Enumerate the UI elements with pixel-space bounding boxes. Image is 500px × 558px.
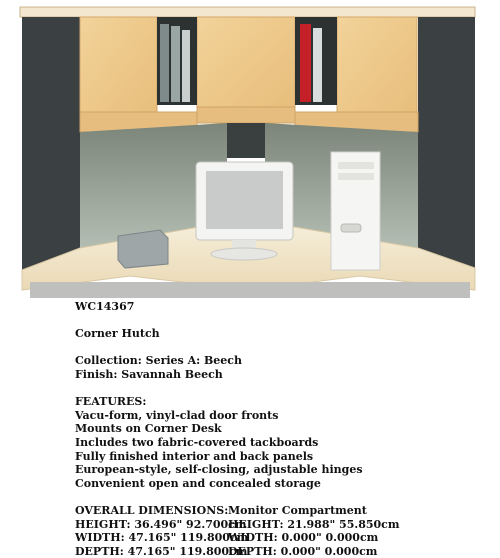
tower-drive [338,162,374,169]
product-collection: Collection: Series A: Beech [75,354,242,368]
tower-button [341,224,361,232]
binder [182,30,190,102]
feature-item: Fully finished interior and back panels [75,449,314,463]
feature-item: Convenient open and concealed storage [75,476,321,490]
overall-height: HEIGHT: 36.496" 92.700cm [75,517,247,531]
monitor-screen [206,171,283,229]
feature-item: Includes two fabric-covered tackboards [75,435,319,449]
hutch-top [20,7,475,17]
features-heading: FEATURES: [75,395,147,409]
binder [160,24,169,102]
tower-drive [338,173,374,180]
dimensions-table [75,504,495,558]
corner-post [227,123,265,158]
storage-box [118,230,168,268]
feature-item: Mounts on Corner Desk [75,422,222,436]
product-specifications [75,300,495,558]
monitor-height: HEIGHT: 21.988" 55.850cm [228,517,400,531]
product-sku: WC14367 [75,300,135,313]
monitor-compartment-heading: Monitor Compartment [228,503,367,517]
center-cabinet-door [197,17,295,111]
binder [171,26,180,102]
monitor-compartment-dimensions [228,504,428,558]
center-shelf-rail [197,107,295,123]
computer-tower [331,152,380,270]
overall-dimensions-heading: OVERALL DIMENSIONS: [75,503,229,517]
overall-depth: DEPTH: 47.165" 119.800cm [75,544,248,558]
left-cabinet-door [80,17,157,120]
monitor-base [211,248,277,260]
overall-width: WIDTH: 47.165" 119.800cm [75,531,249,545]
feature-item: European-style, self-closing, adjustable hinges [75,463,363,477]
binder [313,28,322,102]
monitor-depth: DEPTH: 0.000" 0.000cm [228,544,378,558]
desk-edge [30,282,470,298]
right-end-panel [418,17,475,274]
overall-dimensions [75,503,249,558]
left-end-panel [22,17,80,274]
product-name: Corner Hutch [75,327,160,341]
feature-item: Vacu-form, vinyl-clad door fronts [75,408,279,422]
binder-red [300,24,311,102]
monitor-width: WIDTH: 0.000" 0.000cm [228,531,379,545]
product-finish: Finish: Savannah Beech [75,367,223,381]
right-cabinet-door [337,17,417,120]
